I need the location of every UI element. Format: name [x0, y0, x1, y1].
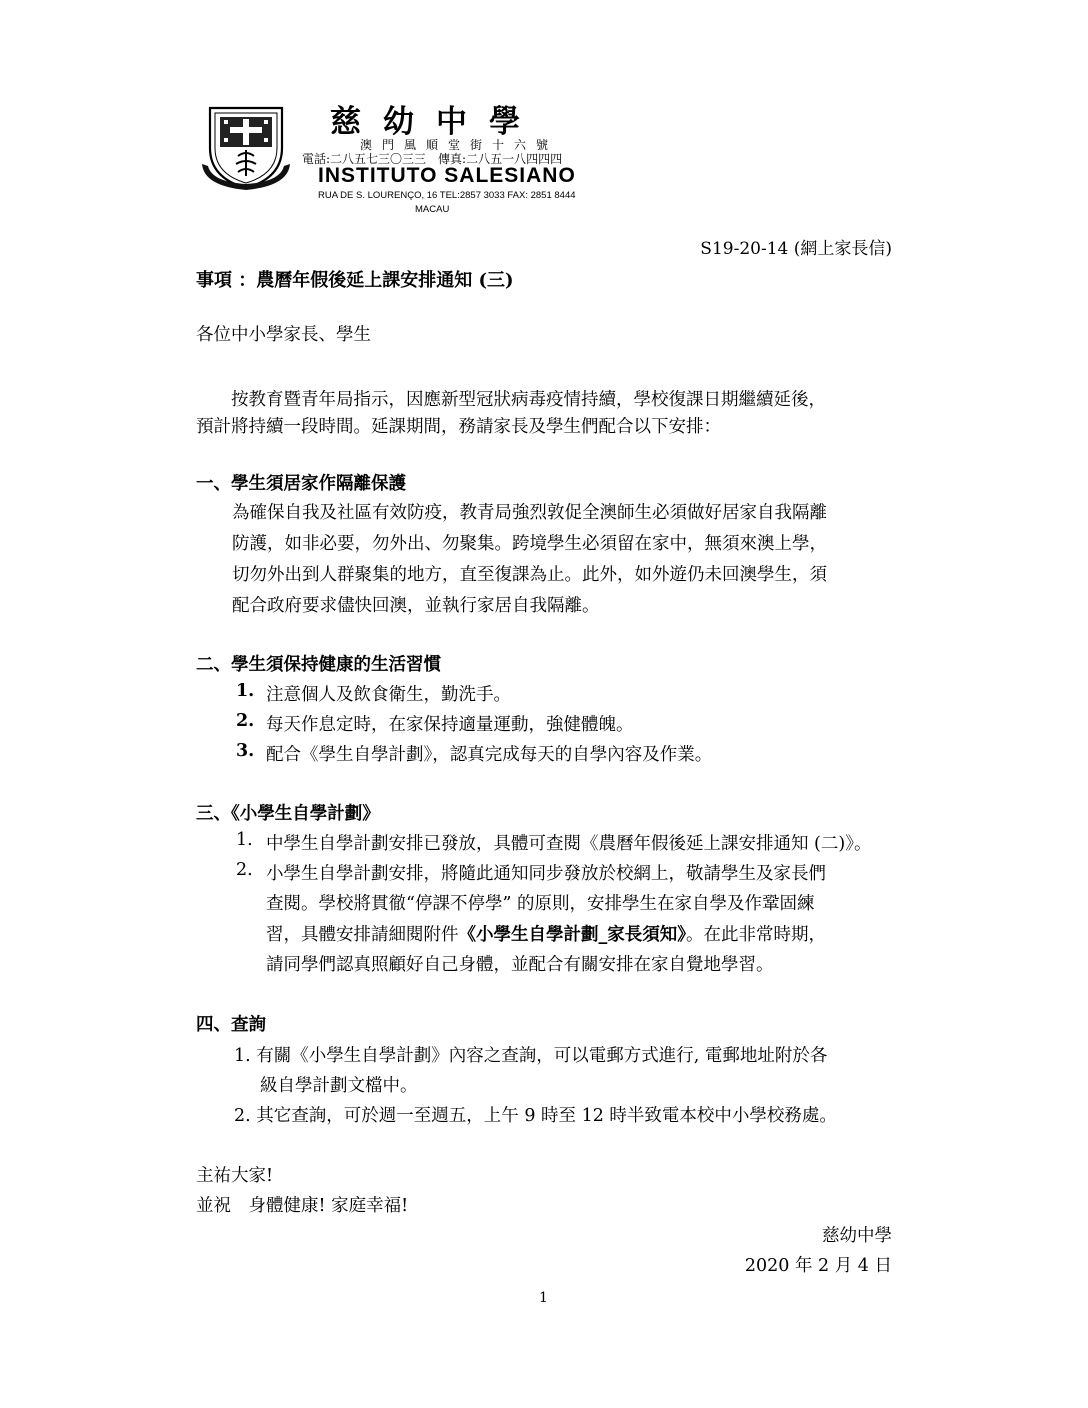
attachment-text-before: 習，具體安排請細閱附件: [266, 925, 459, 945]
list-item: 每天作息定時，在家保持適量運動，強健體魄。: [266, 715, 634, 735]
section1-line: 配合政府要求儘快回澳，並執行家居自我隔離。: [232, 596, 600, 616]
list-item: 2. 其它查詢，可於週一至週五，上午 9 時至 12 時半致電本校中小學校務處。: [234, 1106, 837, 1126]
closing-wishes: 並祝 身體健康! 家庭幸福!: [196, 1196, 409, 1216]
list-number: 1.: [236, 830, 253, 850]
letter-reference-number: S19-20-14 (網上家長信): [700, 239, 892, 259]
signature: 慈幼中學: [822, 1226, 892, 1246]
list-item-line: 級自學計劃文檔中。: [260, 1076, 418, 1096]
list-number: 2.: [236, 860, 253, 880]
intro-line: 預計將持續一段時間。延課期間，務請家長及學生們配合以下安排：: [196, 417, 721, 437]
school-address-chinese: 澳門風順堂街十六號: [360, 138, 559, 152]
list-item: 配合《學生自學計劃》，認真完成每天的自學內容及作業。: [266, 745, 713, 765]
school-name-portuguese: INSTITUTO SALESIANO: [318, 164, 576, 187]
section-heading: 四、查詢: [196, 1015, 266, 1035]
attachment-title: 《小學生自學計劃_家長須知》: [458, 925, 686, 945]
school-city: MACAU: [415, 204, 450, 215]
section1-line: 防護，如非必要，勿外出、勿聚集。跨境學生必須留在家中，無須來澳上學，: [232, 534, 827, 554]
list-item-line: 請同學們認真照顧好自己身體，並配合有關安排在家自覺地學習。: [266, 955, 774, 975]
list-item-line: 1. 有關《小學生自學計劃》內容之查詢，可以電郵方式進行, 電郵地址附於各: [234, 1046, 828, 1066]
letter-subject: 事項 ：農曆年假後延上課安排通知 (三): [196, 270, 514, 291]
section1-line: 為確保自我及社區有效防疫，教青局強烈敦促全澳師生必須做好居家自我隔離: [232, 503, 827, 523]
list-item-line: 查閱。學校將貫徹“停課不停學” 的原則，安排學生在家自學及作鞏固練: [266, 894, 815, 914]
school-address-portuguese: RUA DE S. LOURENÇO, 16 TEL:2857 3033 FAX: 2851 8444: [318, 190, 576, 201]
attachment-text-after: 。在此非常時期，: [686, 925, 826, 945]
page-number: 1: [539, 1290, 548, 1306]
section1-line: 切勿外出到人群聚集的地方，直至復課為止。此外，如外遊仍未回澳學生，須: [232, 565, 827, 585]
letter-date: 2020 年 2 月 4 日: [744, 1256, 892, 1276]
salutation: 各位中小學家長、學生: [196, 325, 371, 345]
section-heading: 三、《小學生自學計劃》: [196, 804, 380, 824]
list-item: 注意個人及飲食衛生，勤洗手。: [266, 685, 511, 705]
list-number: 1.: [236, 681, 255, 701]
school-phone-fax-chinese: 電話:二八五七三〇三三 傳真:二八五一八四四四: [302, 152, 563, 166]
list-number: 3.: [236, 741, 255, 761]
section-heading: 一、學生須居家作隔離保護: [196, 474, 406, 494]
list-item-line: 小學生自學計劃安排，將隨此通知同步發放於校網上，敬請學生及家長們: [266, 864, 826, 884]
list-item-line: [266, 921, 826, 946]
closing-blessing: 主祐大家!: [196, 1166, 274, 1186]
school-crest-logo: [200, 104, 292, 190]
intro-line: 按教育暨青年局指示，因應新型冠狀病毒疫情持續，學校復課日期繼續延後，: [196, 390, 826, 410]
list-number: 2.: [236, 711, 255, 731]
school-name-chinese: 慈幼中學: [330, 104, 542, 140]
section-heading: 二、學生須保持健康的生活習慣: [196, 655, 441, 675]
list-item: 中學生自學計劃安排已發放，具體可查閱《農曆年假後延上課安排通知 (二)》。: [266, 834, 872, 854]
